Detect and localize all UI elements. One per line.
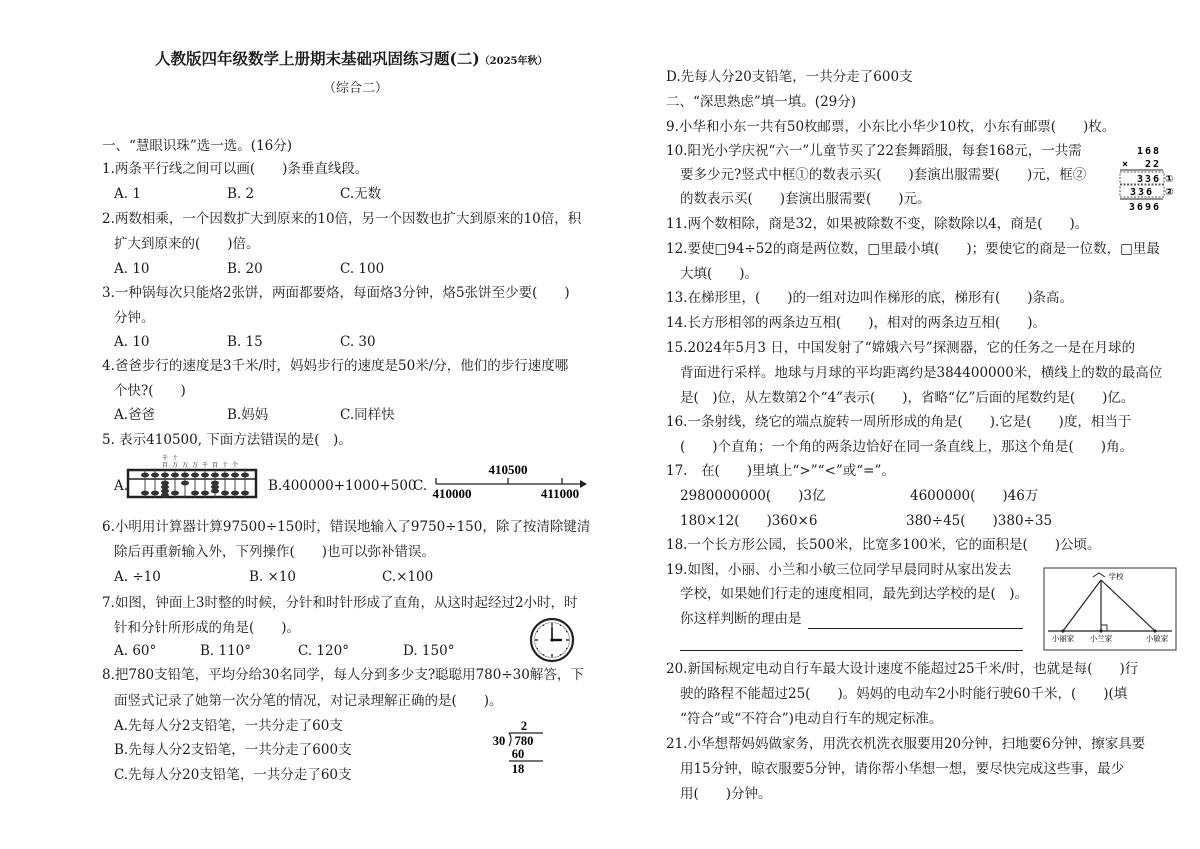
abacus-label: 千 (161, 455, 169, 462)
question-19-cont: 学校，如果她们行走的速度相同，最先到达学校的是( )。 (680, 586, 1029, 602)
page-subtitle: （综合二） (323, 81, 389, 96)
division-remainder: 18 (511, 762, 525, 775)
abacus-label: 个 (231, 462, 239, 469)
q5-option-b: B.400000+1000+500 (268, 478, 417, 494)
question-11: 11.两个数相除，商是32，如果被除数不变，除数除以4，商是( )。 (666, 216, 1089, 232)
map-home-li-label: 小丽家 (1051, 634, 1075, 643)
question-7: 7.如图，钟面上3时整的时候，分针和时针形成了直角，从这时起经过2小时，时 (102, 595, 578, 611)
abacus-label: 百 (211, 462, 219, 469)
question-6: 6.小明用计算器计算97500÷150时，错误地输入了9750÷150，除了按清除键清 (102, 519, 591, 535)
title-year: （2025年秋） (479, 56, 548, 67)
question-20-cont: 驶的路程不能超过25( )。妈妈的电动车2小时能行驶60千米，( )(填 (680, 686, 1128, 702)
number-line-figure (430, 460, 590, 502)
question-10: 10.阳光小学庆祝“六一”儿童节买了22套舞蹈服，每套168元，一共需 (666, 143, 1082, 159)
question-16-cont: ( )个直角；一个角的两条边恰好在同一条直线上，那这个角是( )角。 (680, 439, 1134, 455)
question-10-cont: 要多少元?竖式中框①的数表示买( )套演出服需要( )元，框② (680, 167, 1087, 183)
q3-option-a: A. 10 (114, 334, 150, 350)
question-19-reason-label: 你这样判断的理由是 (680, 611, 802, 627)
question-15: 15.2024年5月3 日，中国发射了“嫦娥六号”探测器，它的任务之一是在月球的 (666, 340, 1136, 356)
question-8: 8.把780支铅笔，平均分给30名同学，每人分到多少支?聪聪用780÷30解答，下 (102, 667, 584, 683)
question-16: 16.一条射线，绕它的端点旋转一周所形成的角是( ).它是( )度，相当于 (666, 414, 1132, 430)
abacus-label: 万 (191, 462, 199, 469)
question-2: 2.两数相乘，一个因数扩大到原来的10倍，另一个因数也扩大到原来的10倍，积 (102, 211, 582, 227)
division-dividend: 780 (514, 734, 534, 748)
q17-compare-3: 180×12( )360×6 (680, 513, 818, 529)
q7-option-c: C. 120° (298, 643, 349, 659)
q17-compare-1: 2980000000( )3亿 (680, 488, 826, 504)
section-1-heading: 一、“慧眼识珠”选一选。(16分) (102, 138, 293, 154)
abacus-label: 十 (221, 462, 229, 469)
question-14: 14.长方形相邻的两条边互相( )，相对的两条边互相( )。 (666, 315, 1047, 331)
question-15-cont: 背面进行采样。地球与月球的平均距离约是384400000米，横线上的数的最高位 (680, 365, 1163, 381)
q6-option-c: C.×100 (382, 569, 434, 585)
q5-option-c: C. (413, 478, 428, 494)
question-10-cont2: 的数表示买( )套演出服需要( )元。 (680, 191, 931, 207)
q3-option-b: B. 15 (227, 334, 263, 350)
q8-option-a: A.先每人分2支铅笔，一共分走了60支 (114, 718, 343, 734)
q6-option-b: B. ×10 (249, 569, 296, 585)
q1-option-b: B. 2 (227, 186, 255, 202)
question-7-cont: 针和分针所形成的角是( )。 (114, 620, 301, 636)
question-19: 19.如图，小丽、小兰和小敏三位同学早晨同时从家出发去 (666, 562, 1012, 578)
map-school-label: 学校 (1108, 572, 1124, 581)
division-divisor: 30 (492, 734, 506, 748)
mult-box-2-marker: ② (1165, 187, 1174, 198)
map-home-min-label: 小敏家 (1145, 634, 1169, 643)
question-18: 18.一个长方形公园，长500米，比宽多100米，它的面积是( )公顷。 (666, 537, 1101, 553)
q2-option-b: B. 20 (227, 261, 263, 277)
q7-option-d: D. 150° (403, 643, 455, 659)
question-12: 12.要使□94÷52的商是两位数，□里最小填( )；要使它的商是一位数，□里最 (666, 241, 1160, 257)
question-8-cont: 面竖式记录了她第一次分笔的情况，对记录理解正确的是( )。 (114, 693, 503, 709)
page-title (155, 47, 548, 69)
question-20: 20.新国标规定电动自行车最大设计速度不能超过25千米/时，也就是每( )行 (666, 661, 1139, 677)
q17-compare-4: 380÷45( )380÷35 (906, 513, 1053, 529)
long-division-figure (487, 717, 547, 775)
question-1: 1.两条平行线之间可以画( )条垂直线段。 (102, 161, 369, 177)
section-2-heading: 二、“深思熟虑”填一填。(29分) (666, 94, 857, 110)
question-21-cont: 用15分钟，晾衣服要5分钟，请你帮小华想一想，要尽快完成这些事，最少 (680, 761, 1125, 777)
question-4-cont: 个快?( ) (114, 383, 186, 399)
question-3-cont: 分钟。 (114, 310, 155, 326)
q5-option-a: A. (114, 478, 129, 494)
question-3: 3.一种锅每次只能烙2张饼，两面都要烙，每面烙3分钟，烙5张饼至少要( ) (102, 285, 570, 301)
division-product: 60 (511, 747, 525, 761)
question-6-cont: 除后再重新输入外，下列操作( )也可以弥补错误。 (114, 544, 436, 560)
q4-option-a: A.爸爸 (114, 407, 156, 423)
question-9: 9.小华和小东一共有50枚邮票，小东比小华少10枚，小东有邮票( )枚。 (666, 119, 1116, 135)
q8-option-d: D.先每人分20支铅笔，一共分走了600支 (666, 69, 913, 85)
abacus-label: 万 (171, 462, 179, 469)
numberline-left-label: 410000 (432, 486, 472, 501)
question-4: 4.爸爸步行的速度是3千米/时，妈妈步行的速度是50米/分，他们的步行速度哪 (102, 358, 569, 374)
mult-operator: × (1122, 159, 1129, 170)
title-text: 人教版四年级数学上册期末基础巩固练习题(二) (155, 49, 480, 68)
question-21: 21.小华想帮妈妈做家务，用洗衣机洗衣服要用20分钟，扫地要6分钟，擦家具要 (666, 736, 1146, 752)
question-2-cont: 扩大到原来的( )倍。 (114, 236, 260, 252)
q7-option-b: B. 110° (200, 643, 252, 659)
division-quotient: 2 (520, 719, 528, 733)
question-5: 5. 表示410500, 下面方法错误的是( )。 (102, 432, 352, 448)
q4-option-b: B.妈妈 (227, 407, 269, 423)
q3-option-c: C. 30 (340, 334, 376, 350)
abacus-figure (126, 453, 260, 499)
multiplication-figure (1117, 143, 1175, 213)
q7-option-a: A. 60° (114, 643, 157, 659)
question-15-cont2: 是( )位，从左数第2个“4”表示( )，省略“亿”后面的尾数约是( )亿。 (680, 390, 1135, 406)
numberline-right-label: 411000 (540, 486, 580, 501)
mult-result: 3696 (1128, 202, 1161, 213)
question-17: 17. 在( )里填上“>”“<”或“=”。 (666, 463, 895, 479)
question-21-cont2: 用( )分钟。 (680, 786, 772, 802)
mult-partial-1: 336 (1136, 174, 1161, 185)
abacus-label: 百 (161, 462, 169, 469)
q17-compare-2: 4600000( )46万 (910, 488, 1039, 504)
map-home-lan-label: 小兰家 (1089, 634, 1113, 643)
abacus-label: 万 (181, 462, 189, 469)
q2-option-c: C. 100 (340, 261, 385, 277)
q1-option-c: C.无数 (340, 186, 382, 202)
answer-line-1 (808, 628, 1023, 629)
q6-option-a: A. ÷10 (114, 569, 161, 585)
abacus-label: 十 (171, 455, 179, 462)
question-13: 13.在梯形里，( )的一组对边叫作梯形的底，梯形有( )条高。 (666, 290, 1074, 306)
q8-option-b: B.先每人分2支铅笔，一共分走了600支 (114, 742, 352, 758)
mult-partial-2: 336 (1129, 187, 1154, 198)
abacus-label: 千 (201, 462, 209, 469)
mult-box-1-marker: ① (1165, 174, 1174, 185)
q1-option-a: A. 1 (114, 186, 141, 202)
mult-factor-b: 22 (1144, 159, 1161, 170)
numberline-top-label: 410500 (488, 462, 528, 477)
clock-icon (529, 617, 575, 663)
answer-line-2 (680, 650, 1023, 651)
question-12-cont: 大填( )。 (680, 266, 759, 282)
q4-option-c: C.同样快 (340, 407, 395, 423)
mult-factor-a: 168 (1136, 146, 1161, 157)
question-20-cont2: “符合”或“不符合”)电动自行车的规定标准。 (680, 711, 943, 727)
school-map-figure (1043, 567, 1177, 651)
q2-option-a: A. 10 (114, 261, 150, 277)
q8-option-c: C.先每人分20支铅笔，一共分走了60支 (114, 767, 352, 783)
